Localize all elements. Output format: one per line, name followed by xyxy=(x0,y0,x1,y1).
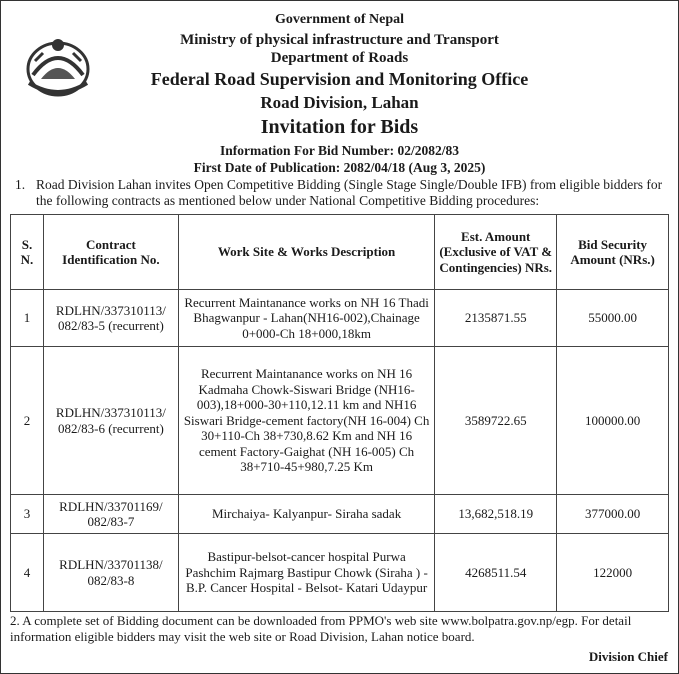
publication-date xyxy=(1,160,678,176)
page-title: Invitation for Bids xyxy=(260,116,419,138)
cell-contract: RDLHN/337310113/ 082/83-6 (recurrent) xyxy=(43,347,178,495)
cell-amount: 13,682,518.19 xyxy=(435,495,557,534)
cell-security: 55000.00 xyxy=(557,290,669,347)
cell-contract: RDLHN/33701169/ 082/83-7 xyxy=(43,495,178,534)
cell-contract: RDLHN/337310113/ 082/83-5 (recurrent) xyxy=(43,290,178,347)
header-work: Work Site & Works Description xyxy=(178,215,434,290)
header-amount: Est. Amount (Exclusive of VAT & Contingencies) NRs. xyxy=(435,215,557,290)
header-sn: S. N. xyxy=(11,215,44,290)
ministry-name: Ministry of physical infrastructure and Transport xyxy=(180,32,499,48)
bid-number-label: Information For Bid Number: xyxy=(219,143,395,158)
government-name: Government of Nepal xyxy=(274,12,405,27)
office-name: Federal Road Supervision and Monitoring Office xyxy=(150,69,529,89)
cell-work: Recurrent Maintanance works on NH 16 Thadi Bhagwanpur - Lahan(NH16-002),Chainage 0+000-Ch 18+000,18km xyxy=(178,290,434,347)
bid-table xyxy=(10,214,669,612)
header-contract: Contract Identification No. xyxy=(43,215,178,290)
cell-work: Recurrent Maintanance works on NH 16 Kadmaha Chowk-Siswari Bridge (NH16-003),18+000-30+110,12.11 km and NH16 Siswari Bridge-cement factory(NH 16-004) Ch 30+110-Ch 38+730,8.62 Km and NH 16 cement Factory-Gaighat (NH 16-005) Ch 38+710-45+980,7.25 Km xyxy=(178,347,434,495)
table-row xyxy=(11,534,669,612)
cell-sn: 1 xyxy=(11,290,44,347)
cell-amount: 4268511.54 xyxy=(435,534,557,612)
cell-amount: 3589722.65 xyxy=(435,347,557,495)
table-row xyxy=(11,495,669,534)
cell-security: 122000 xyxy=(557,534,669,612)
department-name: Department of Roads xyxy=(270,50,409,66)
bid-number-value: 02/2082/83 xyxy=(397,143,459,158)
cell-sn: 3 xyxy=(11,495,44,534)
cell-security: 100000.00 xyxy=(557,347,669,495)
division-name: Road Division, Lahan xyxy=(260,93,419,112)
table-row xyxy=(11,290,669,347)
cell-work: Mirchaiya- Kalyanpur- Siraha sadak xyxy=(178,495,434,534)
header-security: Bid Security Amount (NRs.) xyxy=(557,215,669,290)
cell-contract: RDLHN/33701138/ 082/83-8 xyxy=(43,534,178,612)
publication-date-label: First Date of Publication: xyxy=(193,160,341,175)
footer-note: 2. A complete set of Bidding document can be downloaded from PPMO's web site www.bolpatra.gov.np/egp. For detail information eligible bidders may visit the web site or Road Division, Lahan notice board. xyxy=(10,613,632,644)
intro-text: Road Division Lahan invites Open Competitive Bidding (Single Stage Single/Double IFB) from eligible bidders for the following contracts as mentioned below under National Competitive Bidding procedures: xyxy=(36,177,663,208)
intro-number: 1. xyxy=(15,177,26,192)
bid-number xyxy=(1,143,678,159)
signature: Division Chief xyxy=(588,649,668,664)
table-row xyxy=(11,347,669,495)
cell-amount: 2135871.55 xyxy=(435,290,557,347)
cell-sn: 4 xyxy=(11,534,44,612)
table-header-row xyxy=(11,215,669,290)
cell-work: Bastipur-belsot-cancer hospital Purwa Pashchim Rajmarg Bastipur Chowk (Siraha ) - B.P. Cancer Hospital - Belsot- Katari Udaypur xyxy=(178,534,434,612)
cell-sn: 2 xyxy=(11,347,44,495)
intro-paragraph xyxy=(9,177,674,209)
publication-date-value: 2082/04/18 (Aug 3, 2025) xyxy=(343,160,486,175)
cell-security: 377000.00 xyxy=(557,495,669,534)
